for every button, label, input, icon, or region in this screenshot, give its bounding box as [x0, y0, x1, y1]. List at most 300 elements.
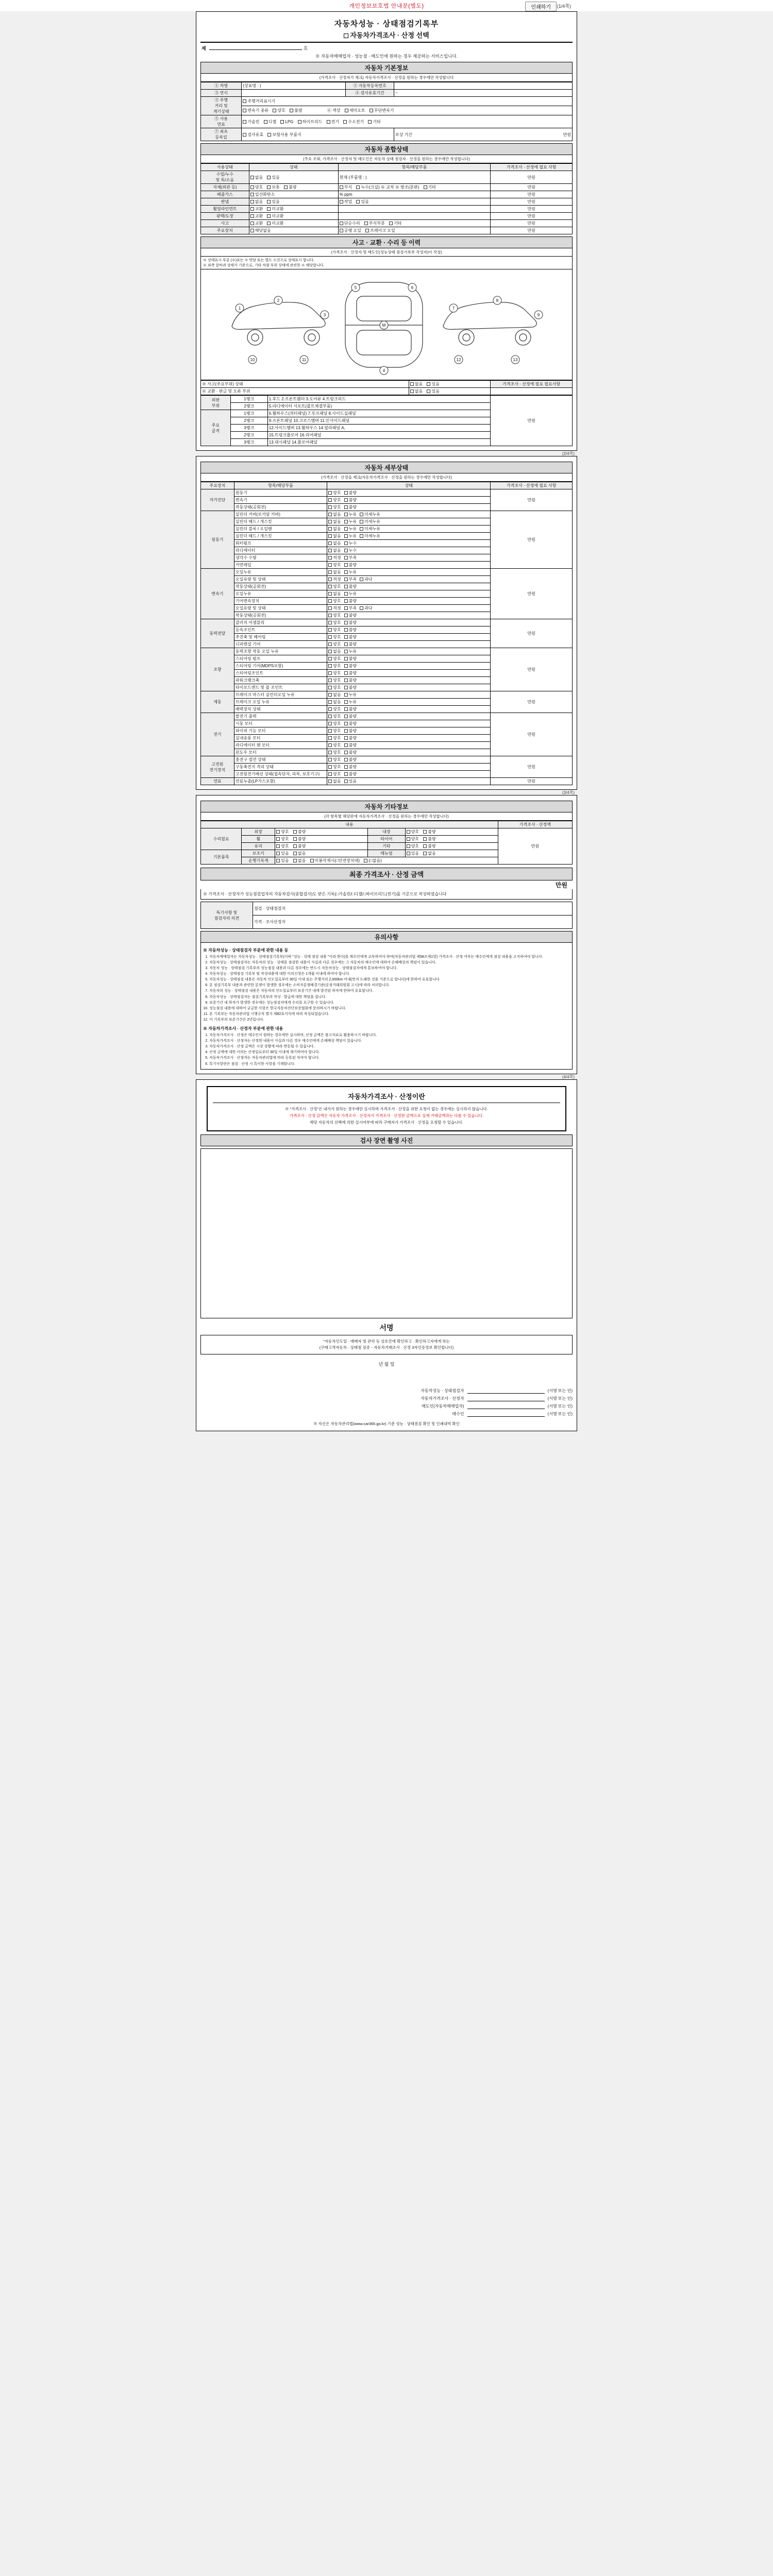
- notice-item: 6. 본 점검기록부 내용과 관련한 분쟁이 발생한 경우에는 소비자분쟁해결기준(공정거래위원회 고시)에 따라 처리합니다.: [209, 983, 570, 988]
- checkbox-icon[interactable]: [276, 830, 280, 834]
- checkbox-icon[interactable]: [344, 650, 348, 653]
- state-cell[interactable]: 양호 불량: [327, 489, 491, 497]
- notice-heading-1: ※ 자동차성능 · 상태점검자 부분에 관한 내용 등: [203, 948, 289, 953]
- notice-list-1: [209, 955, 570, 1023]
- state-cell[interactable]: 교환 미교환: [249, 220, 338, 227]
- svg-text:5: 5: [354, 285, 357, 290]
- state-cell[interactable]: 양호 불량: [327, 626, 491, 634]
- state-cell[interactable]: 양호 불량: [327, 727, 491, 735]
- state-cell[interactable]: 교환 미교환: [249, 206, 338, 213]
- state-cell[interactable]: 없음 있음: [249, 198, 338, 206]
- checkbox-icon[interactable]: [423, 852, 427, 855]
- checkbox-icon[interactable]: [328, 527, 332, 531]
- checkbox-icon[interactable]: [360, 527, 363, 531]
- checkbox-icon[interactable]: [344, 679, 348, 682]
- checkbox-icon[interactable]: [243, 99, 246, 103]
- item-label: 오일누유: [234, 569, 327, 576]
- checkbox-icon[interactable]: [423, 830, 427, 834]
- state-cell[interactable]: 교환 미교환: [249, 213, 338, 220]
- checkbox-icon[interactable]: [344, 621, 348, 624]
- state-cell[interactable]: 양호 보통 불량: [249, 184, 338, 191]
- checkbox-icon[interactable]: [360, 513, 363, 516]
- state-cell[interactable]: 없음 누유: [327, 691, 491, 699]
- state-cell[interactable]: 양호 불량: [405, 836, 498, 843]
- checkbox-icon[interactable]: [360, 578, 363, 581]
- checkbox-icon[interactable]: [356, 200, 360, 204]
- checkbox-icon[interactable]: [328, 751, 332, 754]
- checkbox-icon[interactable]: [328, 664, 332, 668]
- checkbox-icon[interactable]: [328, 599, 332, 603]
- checkbox-icon[interactable]: [328, 743, 332, 747]
- checkbox-icon[interactable]: [293, 859, 297, 862]
- checkbox-icon[interactable]: [264, 120, 267, 124]
- checkbox-icon[interactable]: [344, 635, 348, 639]
- state-cell[interactable]: 있음 없음 미봉삭제시(□안전장치대) (□없음): [275, 857, 498, 865]
- final-price-value[interactable]: 만원: [555, 882, 567, 889]
- state-cell[interactable]: 양호 불량: [327, 735, 491, 742]
- checkbox-icon[interactable]: [344, 606, 348, 610]
- state-cell[interactable]: 없음 누유 미세누유: [327, 511, 491, 518]
- state-cell[interactable]: 양호 불량: [327, 504, 491, 511]
- checkbox-icon[interactable]: [243, 120, 246, 124]
- state-cell[interactable]: 양호 불량: [275, 836, 368, 843]
- accident-exchange-options[interactable]: 없음 있음: [409, 388, 491, 395]
- checkbox-icon[interactable]: [344, 505, 348, 509]
- price-cell[interactable]: 만원: [491, 619, 573, 648]
- state-cell[interactable]: 양호 불량: [327, 677, 491, 684]
- checkbox-icon[interactable]: [360, 534, 363, 538]
- checkbox-icon[interactable]: [328, 779, 332, 783]
- photo-area[interactable]: [200, 1148, 573, 1318]
- table-row: [201, 489, 573, 497]
- checkbox-icon[interactable]: [243, 133, 246, 137]
- price-cell[interactable]: 만원: [498, 828, 572, 865]
- checkbox-icon[interactable]: [407, 830, 410, 834]
- checkbox-icon[interactable]: [293, 837, 297, 841]
- checkbox-icon[interactable]: [344, 772, 348, 776]
- signature-line[interactable]: [467, 1388, 545, 1394]
- checkbox-icon[interactable]: [360, 606, 363, 610]
- row-label: 주요장치: [201, 227, 249, 234]
- item-label: 라디에이터: [234, 547, 327, 554]
- checkbox-icon[interactable]: [328, 541, 332, 545]
- price-cell[interactable]: 만원: [491, 569, 573, 619]
- checkbox-icon[interactable]: [267, 176, 271, 179]
- signature-seal: (서명 또는 인): [547, 1388, 573, 1394]
- checkbox-icon[interactable]: [267, 222, 271, 225]
- checkbox-icon[interactable]: [328, 592, 332, 596]
- checkbox-icon[interactable]: [427, 389, 430, 393]
- state-cell[interactable]: 양호 불량: [327, 641, 491, 648]
- checkbox-icon[interactable]: [365, 229, 369, 232]
- checkbox-icon[interactable]: [276, 859, 280, 862]
- checkbox-icon[interactable]: [360, 520, 363, 523]
- checkbox-icon[interactable]: [328, 700, 332, 704]
- state-cell[interactable]: 양호 불량: [327, 655, 491, 663]
- checkbox-icon[interactable]: [276, 844, 280, 848]
- state-cell[interactable]: 양호 불량: [275, 828, 368, 836]
- print-button[interactable]: 인쇄하기: [525, 2, 557, 11]
- field-value[interactable]: [394, 82, 572, 90]
- checkbox-icon[interactable]: [344, 628, 348, 632]
- state-cell[interactable]: 양호 불량: [327, 612, 491, 619]
- checkbox-icon[interactable]: [328, 585, 332, 588]
- checkbox-icon[interactable]: [344, 664, 348, 668]
- signature-row: [200, 1403, 573, 1409]
- signature-date[interactable]: 년 월 일: [378, 1362, 395, 1367]
- checkbox-icon[interactable]: [344, 736, 348, 740]
- checkbox-icon[interactable]: [427, 382, 430, 386]
- checkbox-icon[interactable]: [344, 671, 348, 675]
- state-cell[interactable]: 적정 부족 과다: [327, 576, 491, 583]
- checkbox-icon[interactable]: [340, 222, 343, 225]
- checkbox-icon[interactable]: [344, 657, 348, 660]
- checkbox-icon[interactable]: [328, 650, 332, 653]
- checkbox-icon[interactable]: [328, 556, 332, 560]
- checkbox-icon[interactable]: [328, 606, 332, 610]
- checkbox-icon[interactable]: [327, 120, 330, 124]
- checkbox-icon[interactable]: [424, 185, 427, 189]
- appraisal-definition-title: 자동차가격조사 · 산정이란: [213, 1091, 560, 1103]
- checkbox-icon[interactable]: [328, 520, 332, 523]
- checkbox-icon[interactable]: [344, 715, 348, 718]
- accident-major-options[interactable]: 없음 있음: [409, 381, 491, 388]
- checkbox-icon[interactable]: [344, 578, 348, 581]
- group-label: 동력전달: [201, 619, 234, 648]
- checkbox-icon[interactable]: [328, 614, 332, 617]
- state-cell[interactable]: 있음 없음: [405, 850, 498, 857]
- checkbox-icon[interactable]: [344, 686, 348, 689]
- checkbox-icon[interactable]: [344, 700, 348, 704]
- state-cell[interactable]: 없음 누유 미세누유: [327, 526, 491, 533]
- checkbox-icon[interactable]: [328, 563, 332, 567]
- state-cell[interactable]: 양호 불량: [327, 663, 491, 670]
- detail-cell[interactable]: [338, 206, 491, 213]
- price-cell[interactable]: 만원: [491, 396, 573, 446]
- checkbox-icon[interactable]: [344, 722, 348, 725]
- price-cell[interactable]: 만원: [491, 191, 573, 198]
- signature-row: [200, 1388, 573, 1394]
- detail-cell[interactable]: 작업 있음: [338, 198, 491, 206]
- state-cell[interactable]: 없음 누유 미세누유: [327, 533, 491, 540]
- state-cell[interactable]: 없음 있음: [249, 171, 338, 184]
- checkbox-icon[interactable]: [345, 109, 348, 112]
- state-cell[interactable]: 양호 불량: [405, 843, 498, 850]
- checkbox-icon[interactable]: [344, 614, 348, 617]
- checkbox-icon[interactable]: [250, 229, 254, 232]
- checkbox-icon[interactable]: [267, 200, 271, 204]
- item-label: 변속기: [234, 497, 327, 504]
- price-cell[interactable]: 만원: [491, 756, 573, 778]
- checkbox-icon[interactable]: [267, 133, 271, 137]
- field-label: ⑦ 최초 등록일: [201, 128, 242, 141]
- checkbox-icon[interactable]: [310, 859, 314, 862]
- checkbox-icon[interactable]: [344, 570, 348, 574]
- field-value[interactable]: (상표명 : ): [242, 82, 346, 90]
- checkbox-icon[interactable]: [340, 185, 343, 189]
- state-cell[interactable]: 양호 불량: [327, 706, 491, 713]
- state-cell[interactable]: 양호 불량: [327, 684, 491, 691]
- checkbox-icon[interactable]: [293, 830, 297, 834]
- checkbox-icon[interactable]: [328, 505, 332, 509]
- checkbox-icon[interactable]: [344, 758, 348, 761]
- state-cell[interactable]: 양호 불량: [405, 828, 498, 836]
- checkbox-icon[interactable]: [250, 193, 254, 196]
- checkbox-icon[interactable]: [344, 765, 348, 769]
- checkbox-icon[interactable]: [250, 200, 254, 204]
- checkbox-icon[interactable]: [410, 389, 414, 393]
- checkbox-icon[interactable]: [344, 585, 348, 588]
- signature-line[interactable]: [467, 1403, 545, 1409]
- state-cell[interactable]: 양호 불량: [327, 598, 491, 605]
- field-value[interactable]: ~: [394, 90, 572, 97]
- state-cell[interactable]: 양호 불량: [327, 742, 491, 749]
- checkbox-icon[interactable]: [328, 621, 332, 624]
- state-cell[interactable]: 양호 불량: [327, 771, 491, 778]
- accident-bullet-1: ※ 상태표시 부분 (※)표는 ※ 면담 또는 별도 소견으로 상태표시 합니다.: [203, 259, 315, 262]
- price-cell[interactable]: 만원: [491, 227, 573, 234]
- state-cell[interactable]: 일산화탄소: [249, 191, 338, 198]
- item-label: 오일누유: [234, 590, 327, 598]
- state-cell[interactable]: 양호 불량: [327, 634, 491, 641]
- row-label: 판넬: [201, 198, 249, 206]
- checkbox-icon[interactable]: [344, 556, 348, 560]
- state-cell[interactable]: 적정 부족: [327, 554, 491, 562]
- state-cell[interactable]: 없음 누유: [327, 569, 491, 576]
- checkbox-icon[interactable]: [344, 592, 348, 596]
- checkbox-icon[interactable]: [340, 229, 343, 232]
- rank-label: 2랭크: [230, 432, 267, 439]
- checkbox-icon[interactable]: [344, 520, 348, 523]
- price-cell[interactable]: 만원: [491, 184, 573, 191]
- price-cell[interactable]: 만원: [491, 713, 573, 756]
- checkbox-icon[interactable]: [344, 599, 348, 603]
- notice-item: 9. 보증기간 내 하자가 발생한 경우에는 성능점검자에게 수리를 요구할 수 있습니다.: [209, 1001, 570, 1006]
- checkbox-icon[interactable]: [344, 693, 348, 697]
- checkbox-icon[interactable]: [343, 120, 347, 124]
- privacy-notice-link[interactable]: 개인정보보호법 안내문(별도): [349, 3, 424, 9]
- checkbox-icon[interactable]: [328, 729, 332, 733]
- state-cell[interactable]: 있음 없음: [275, 850, 368, 857]
- state-cell[interactable]: 양호 불량: [327, 720, 491, 727]
- checkbox-icon[interactable]: [356, 185, 360, 189]
- checkbox-icon[interactable]: [344, 534, 348, 538]
- checkbox-icon[interactable]: [250, 222, 254, 225]
- state-cell[interactable]: 양호 불량: [327, 670, 491, 677]
- notice-title: 유의사항: [200, 931, 573, 943]
- checkbox-icon[interactable]: [344, 33, 348, 38]
- notice-item: 4. 자동차성능 · 상태점검 기록부 및 작성내용에 대한 이의신청은 1개월 이내에 하여야 합니다.: [209, 972, 570, 977]
- signature-line[interactable]: [467, 1396, 545, 1401]
- item-label: 보조키: [242, 850, 275, 857]
- state-cell[interactable]: 양호 불량: [327, 497, 491, 504]
- row-label: 특기사항 및 점검자의 의견: [201, 902, 253, 929]
- checkbox-icon[interactable]: [364, 222, 368, 225]
- checkbox-icon[interactable]: [344, 527, 348, 531]
- car-diagram[interactable]: [200, 269, 573, 380]
- checkbox-icon[interactable]: [368, 120, 372, 124]
- checkbox-icon[interactable]: [407, 837, 410, 841]
- checkbox-icon[interactable]: [344, 491, 348, 495]
- price-cell[interactable]: 만원: [491, 171, 573, 184]
- checkbox-icon[interactable]: [407, 852, 410, 855]
- checkbox-icon[interactable]: [328, 736, 332, 740]
- checkbox-icon[interactable]: [328, 765, 332, 769]
- checkbox-icon[interactable]: [344, 513, 348, 516]
- state-cell[interactable]: 없음 누유: [327, 590, 491, 598]
- checkbox-icon[interactable]: [344, 751, 348, 754]
- checkbox-icon[interactable]: [328, 715, 332, 718]
- detail-cell[interactable]: 현재 (부품명 : ): [338, 171, 491, 184]
- note-inspector[interactable]: 점검 · 상태점검자: [253, 902, 572, 916]
- checkbox-icon[interactable]: [344, 563, 348, 567]
- checkbox-icon[interactable]: [344, 779, 348, 783]
- detail-cell[interactable]: [338, 213, 491, 220]
- odometer-options[interactable]: 주행거리표시기: [242, 97, 573, 106]
- checkbox-icon[interactable]: [344, 642, 348, 646]
- fuel-options[interactable]: 가솔린 디젤 LPG 하이브리드 전기 수소전기 기타: [242, 115, 573, 128]
- checkbox-icon[interactable]: [293, 852, 297, 855]
- checkbox-icon[interactable]: [280, 120, 284, 124]
- table-row: [201, 619, 573, 626]
- checkbox-icon[interactable]: [344, 707, 348, 711]
- checkbox-icon[interactable]: [344, 549, 348, 552]
- checkbox-icon[interactable]: [369, 109, 373, 112]
- checkbox-icon[interactable]: [267, 185, 271, 189]
- checkbox-icon[interactable]: [328, 686, 332, 689]
- detail-cell[interactable]: 단순수리 부식부분 기타: [338, 220, 491, 227]
- signature-line[interactable]: [467, 1411, 545, 1417]
- state-cell[interactable]: 양호 불량: [327, 756, 491, 764]
- checkbox-icon[interactable]: [243, 109, 246, 112]
- checkbox-icon[interactable]: [298, 120, 301, 124]
- price-cell[interactable]: 만원: [491, 213, 573, 220]
- state-cell[interactable]: 양호 불량: [327, 749, 491, 756]
- checkbox-icon[interactable]: [364, 859, 367, 862]
- checkbox-icon[interactable]: [293, 844, 297, 848]
- detail-cell[interactable]: 부식 누수(크실) ※ 교차 ※ 방조(분판) 기타: [338, 184, 491, 191]
- table-row: [201, 227, 573, 234]
- sheet-page-2: [196, 451, 577, 790]
- price-cell[interactable]: 만원: [491, 220, 573, 227]
- compensation-cell[interactable]: 보상 기간 만원: [394, 128, 572, 141]
- price-cell[interactable]: 만원: [491, 648, 573, 691]
- checkbox-icon[interactable]: [328, 707, 332, 711]
- section-basic-note: (가격조사 · 산정자가 체크) 자동차가격조사 · 산정을 원하는 경우에만 작성합니다: [200, 74, 573, 82]
- item-label: 매뉴얼: [368, 850, 405, 857]
- signature-role: 매도인(자동차매매업자): [421, 1404, 464, 1409]
- checkbox-icon[interactable]: [423, 837, 427, 841]
- checkbox-icon[interactable]: [328, 513, 332, 516]
- checkbox-icon[interactable]: [328, 758, 332, 761]
- checkbox-icon[interactable]: [328, 498, 332, 502]
- state-cell[interactable]: 없음 누유 미세누유: [327, 518, 491, 526]
- checkbox-icon[interactable]: [423, 844, 427, 848]
- checkbox-icon[interactable]: [328, 578, 332, 581]
- state-cell[interactable]: 없음 누수: [327, 540, 491, 547]
- price-cell[interactable]: 만원: [491, 198, 573, 206]
- table-row: [201, 828, 573, 836]
- state-cell[interactable]: 해당없음: [249, 227, 338, 234]
- checkbox-icon[interactable]: [273, 109, 276, 112]
- state-cell[interactable]: 없음 누수: [327, 547, 491, 554]
- checkbox-icon[interactable]: [328, 491, 332, 495]
- checkbox-icon[interactable]: [328, 679, 332, 682]
- state-cell[interactable]: 없음 있음: [327, 778, 491, 785]
- checkbox-icon[interactable]: [267, 207, 271, 211]
- price-cell[interactable]: 만원: [491, 511, 573, 569]
- checkbox-icon[interactable]: [267, 214, 271, 218]
- detail-cell[interactable]: 공랭 오일 브레이크 오일: [338, 227, 491, 234]
- checkbox-icon[interactable]: [344, 498, 348, 502]
- price-cell[interactable]: [491, 388, 573, 395]
- checkbox-icon[interactable]: [328, 628, 332, 632]
- checkbox-icon[interactable]: [328, 657, 332, 660]
- price-cell[interactable]: 만원: [491, 206, 573, 213]
- price-cell[interactable]: 만원: [491, 691, 573, 713]
- checkbox-icon[interactable]: [328, 772, 332, 776]
- checkbox-icon[interactable]: [328, 693, 332, 697]
- checkbox-icon[interactable]: [328, 534, 332, 538]
- checkbox-icon[interactable]: [340, 200, 343, 204]
- note-appraiser[interactable]: 가격 · 조사산정자: [253, 916, 572, 929]
- checkbox-icon[interactable]: [328, 549, 332, 552]
- row-label: 자체(외관 등): [201, 184, 249, 191]
- checkbox-icon[interactable]: [344, 541, 348, 545]
- checkbox-icon[interactable]: [407, 844, 410, 848]
- checkbox-icon[interactable]: [290, 109, 293, 112]
- detail-cell[interactable]: % ppm: [338, 191, 491, 198]
- state-cell[interactable]: 양호 불량: [327, 583, 491, 590]
- checkbox-icon[interactable]: [328, 671, 332, 675]
- checkbox-icon[interactable]: [276, 837, 280, 841]
- item-label: 실린더 헤드 / 개스킷: [234, 518, 327, 526]
- checkbox-icon[interactable]: [284, 185, 288, 189]
- checkbox-icon[interactable]: [328, 722, 332, 725]
- checkbox-icon[interactable]: [328, 635, 332, 639]
- state-cell[interactable]: 없음 누유: [327, 648, 491, 655]
- checkbox-icon[interactable]: [328, 642, 332, 646]
- odometer-state[interactable]: 변속기 종류 양호 불량 ⑥ 색상 세미오토 무단변속기: [242, 106, 573, 115]
- state-cell[interactable]: 양호 불량: [327, 619, 491, 626]
- price-cell[interactable]: 만원: [491, 778, 573, 785]
- checkbox-icon[interactable]: [250, 207, 254, 211]
- signature-note: [200, 1335, 573, 1354]
- checkbox-icon[interactable]: [328, 570, 332, 574]
- checkbox-icon[interactable]: [250, 214, 254, 218]
- checkbox-icon[interactable]: [276, 852, 280, 855]
- checkbox-icon[interactable]: [410, 382, 414, 386]
- checkbox-icon[interactable]: [250, 176, 254, 179]
- checkbox-icon[interactable]: [250, 185, 254, 189]
- checkbox-icon[interactable]: [344, 743, 348, 747]
- state-cell[interactable]: 없음 누유: [327, 699, 491, 706]
- checkbox-icon[interactable]: [344, 729, 348, 733]
- price-cell[interactable]: 만원: [491, 489, 573, 511]
- car-diagram-svg: [201, 269, 573, 379]
- item-label: 배력장치 상태: [234, 706, 327, 713]
- first-reg-options[interactable]: 검사유효 보험사용 부품지: [242, 128, 394, 141]
- state-cell[interactable]: 적정 부족 과다: [327, 605, 491, 612]
- checkbox-icon[interactable]: [389, 222, 393, 225]
- field-value[interactable]: [242, 90, 346, 97]
- state-cell[interactable]: 양호 불량: [275, 843, 368, 850]
- state-cell[interactable]: 양호 불량: [327, 562, 491, 569]
- state-cell[interactable]: 양호 불량: [327, 764, 491, 771]
- group-label: 제동: [201, 691, 234, 713]
- section-basic-title: 자동차 기본정보: [200, 62, 573, 74]
- state-cell[interactable]: 양호 불량: [327, 713, 491, 720]
